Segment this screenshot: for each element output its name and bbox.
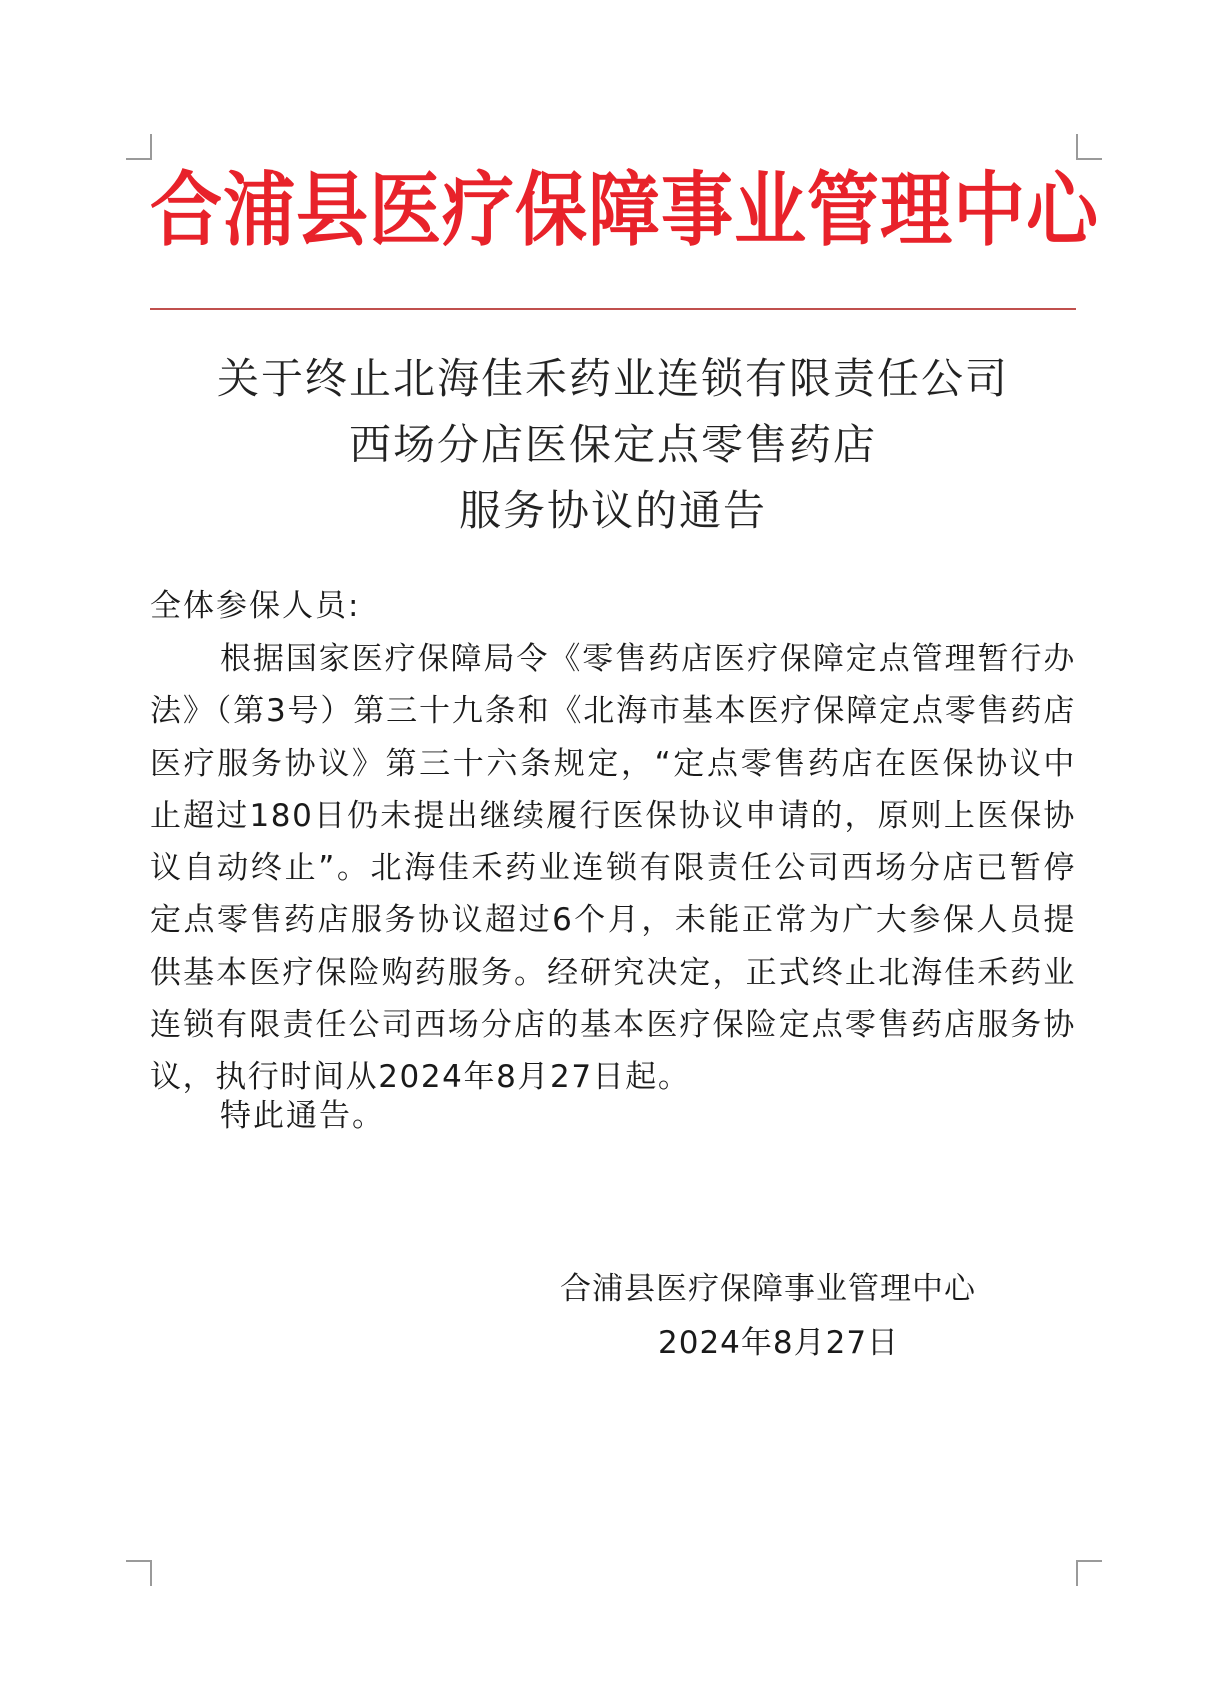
body-paragraph: 根据国家医疗保障局令《零售药店医疗保障定点管理暂行办法》（第3号）第三十九条和《北海市基本医疗保障定点零售药店医疗服务协议》第三十六条规定，“定点零售药店在医保协议中止超过180日仍未提出继续履行医保协议申请的，原则上医保协议自动终止”。北海佳禾药业连锁有限责任公司西场分店已暂停定点零售药店服务协议超过6个月，未能正常为广大参保人员提供基本医疗保险购药服务。经研究决定，正式终止北海佳禾药业连锁有限责任公司西场分店的基本医疗保险定点零售药店服务协议，执行时间从2024年8月27日起。 [150,641,1076,1096]
signature-date: 2024年8月27日 [658,1325,900,1361]
letterhead-divider [150,308,1076,310]
title-line-3: 服务协议的通告 [458,486,767,535]
page-corner-mark-top-left [126,134,152,160]
page-corner-mark-bottom-left [126,1560,152,1586]
salutation: 全体参保人员: [150,588,361,624]
signature-org: 合浦县医疗保障事业管理中心 [560,1271,976,1307]
title-line-1: 关于终止北海佳禾药业连锁有限责任公司 [216,354,1009,403]
page-corner-mark-bottom-right [1076,1560,1102,1586]
signature-block [560,1262,1000,1370]
document-title [150,346,1076,544]
letterhead-org-name: 合浦县医疗保障事业管理中心 [150,162,1100,258]
closing-line: 特此通告。 [220,1098,385,1134]
page-corner-mark-top-right [1076,134,1102,160]
title-line-2: 西场分店医保定点零售药店 [348,420,877,469]
